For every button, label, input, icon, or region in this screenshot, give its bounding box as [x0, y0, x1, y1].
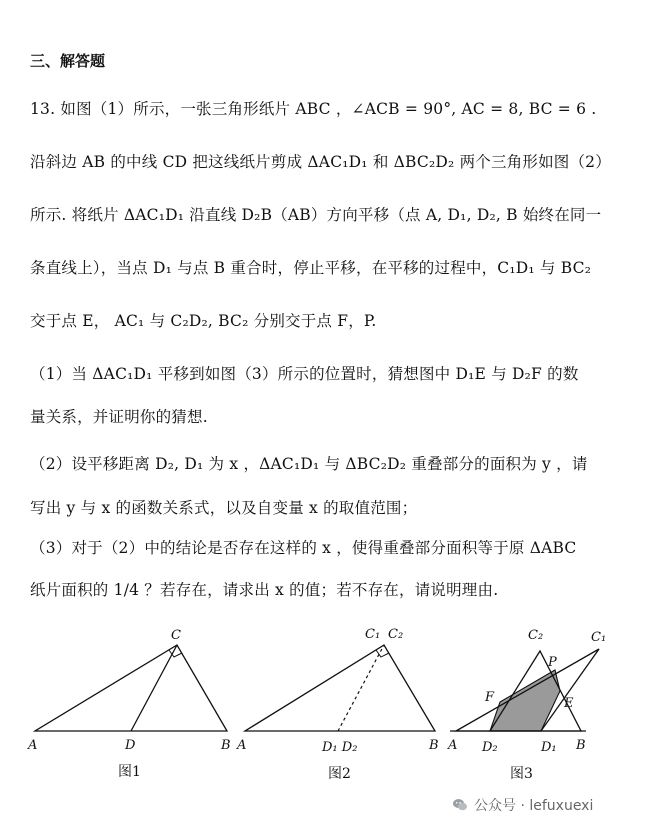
- question-2-line-1: （2）设平移距离 D₂, D₁ 为 x ，ΔAC₁D₁ 与 ΔBC₂D₂ 重叠部分的面积为 y ，请: [30, 455, 588, 473]
- cut-line: [338, 645, 384, 731]
- fig3-label-b: B: [576, 738, 586, 753]
- question-3-line-2: 纸片面积的 1/4 ？若存在，请求出 x 的值；若不存在，请说明理由.: [30, 581, 499, 599]
- wechat-icon: [452, 797, 468, 813]
- fig1-label-c: C: [171, 628, 181, 643]
- figure-2: [236, 627, 439, 782]
- fig2-label-c2: C₂: [388, 627, 404, 642]
- watermark: [452, 795, 593, 815]
- problem-line-4: 条直线上），当点 D₁ 与点 B 重合时，停止平移，在平移的过程中，C₁D₁ 与 BC₂: [30, 259, 592, 277]
- figures-area: [0, 618, 656, 793]
- fig3-label-d2: D₂: [482, 740, 498, 755]
- question-1-line-1: （1）当 ΔAC₁D₁ 平移到如图（3）所示的位置时，猜想图中 D₁E 与 D₂F 的数: [30, 365, 579, 383]
- fig3-label-d1: D₁: [541, 740, 557, 755]
- fig2-label-a: A: [237, 738, 247, 753]
- problem-line-2: 沿斜边 AB 的中线 CD 把这线纸片剪成 ΔAC₁D₁ 和 ΔBC₂D₂ 两个三角形如图（2）: [30, 153, 611, 171]
- watermark-text: 公众号 · lefuxuexi: [474, 798, 594, 814]
- question-3-line-1: （3）对于（2）中的结论是否存在这样的 x ，使得重叠部分面积等于原 ΔABC: [30, 539, 577, 557]
- fig2-label-b: B: [429, 738, 439, 753]
- overlap-region: [490, 670, 560, 731]
- question-2-line-2: 写出 y 与 x 的函数关系式，以及自变量 x 的取值范围；: [30, 499, 418, 517]
- fig3-label-f: F: [485, 690, 495, 705]
- fig2-label-c1: C₁: [365, 627, 381, 642]
- fig1-caption: 图1: [118, 764, 141, 780]
- figure-1: [27, 628, 231, 780]
- problem-line-5: 交于点 E， AC₁ 与 C₂D₂, BC₂ 分别交于点 F，P.: [30, 312, 377, 330]
- fig1-label-d: D: [125, 738, 136, 753]
- triangle-abc: [35, 645, 227, 731]
- fig2-label-d1d2: D₁ D₂: [322, 740, 358, 755]
- fig3-label-e: E: [564, 696, 574, 711]
- fig2-caption: 图2: [328, 766, 351, 782]
- problem-line-1: 13. 如图（1）所示，一张三角形纸片 ABC ，∠ACB = 90°, AC = 8, BC = 6 .: [30, 100, 597, 118]
- figure-3: [447, 628, 606, 782]
- fig3-label-a: A: [448, 738, 458, 753]
- fig3-label-p: P: [548, 655, 557, 670]
- triangle-pieces: [245, 645, 435, 731]
- question-1-line-2: 量关系，并证明你的猜想.: [30, 408, 208, 426]
- fig1-label-a: A: [28, 738, 38, 753]
- problem-line-3: 所示. 将纸片 ΔAC₁D₁ 沿直线 D₂B（AB）方向平移（点 A, D₁, D₂, B 始终在同一: [30, 206, 602, 224]
- section-title: 三、解答题: [30, 52, 106, 70]
- fig3-label-c2: C₂: [528, 628, 544, 643]
- geometry-figures: [0, 618, 656, 793]
- fig3-caption: 图3: [510, 766, 533, 782]
- fig3-label-c1: C₁: [591, 630, 607, 645]
- fig1-label-b: B: [221, 738, 231, 753]
- median-cd: [131, 645, 177, 731]
